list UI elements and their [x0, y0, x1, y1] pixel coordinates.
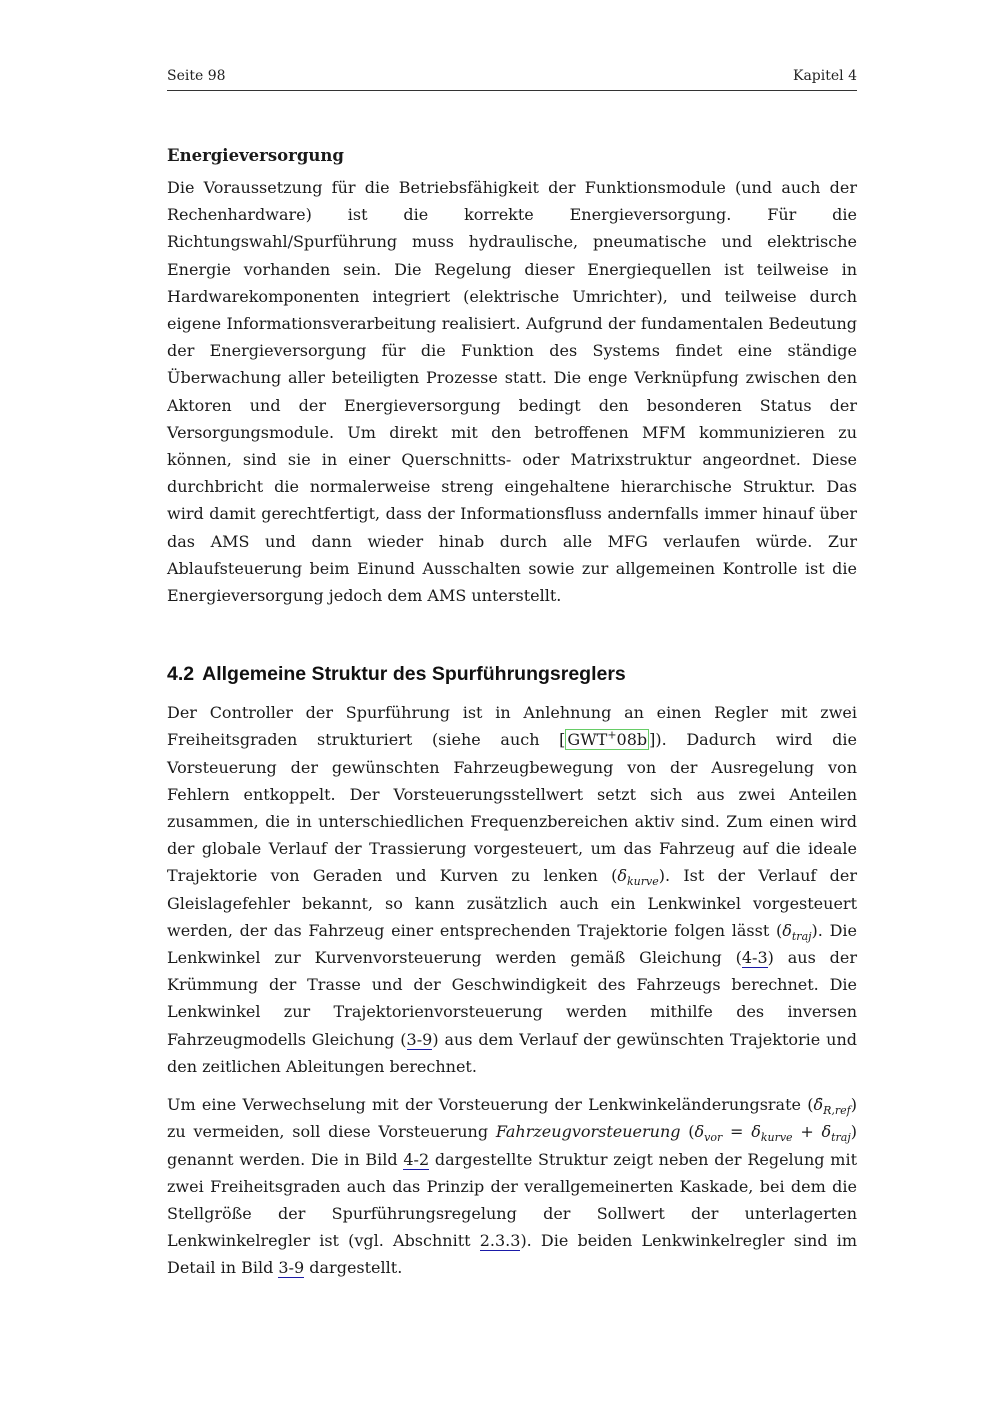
page-content: [167, 142, 857, 1282]
citation-key: GWT: [567, 730, 608, 750]
math-operator: =: [722, 1122, 752, 1142]
text-run: ]). Dadurch wird die Vorsteuerung der gewünschten Fahrzeugbewegung von der Ausregelung von Fehlern entkoppelt. Der Vorsteuerungsstellwert setzt sich aus zwei Anteilen zusammen, die in unterschiedlichen Frequenzbereichen aktiv sind. Zum einen wird der globale Verlauf der Trassierung vorgesteuert, um das Fahrzeug auf die ideale Trajektorie von Geraden und Kurven zu lenken (: [167, 730, 858, 886]
math-subscript: vor: [704, 1131, 723, 1145]
math-delta: δ: [821, 1122, 832, 1142]
figure-link[interactable]: 4-2: [403, 1149, 430, 1169]
figure-link[interactable]: 3-9: [278, 1258, 305, 1278]
math-subscript: kurve: [626, 875, 659, 889]
math-subscript: traj: [831, 1131, 851, 1145]
text-run: (: [680, 1122, 695, 1142]
text-run: ). Die beiden Lenkwinkelregler sind im Detail in Bild: [167, 1231, 858, 1278]
text-run: ) aus der Krümmung der Trasse und der Geschwindigkeit des Fahrzeugs berechnet. Die Lenkwinkel zur Trajektorienvorsteuerung werden mithilfe des inversen Fahrzeugmodells Gleichung (: [167, 948, 857, 1049]
text-run: ). Ist der Verlauf der Gleislagefehler bekannt, so kann zusätzlich auch ein Lenkwinkel vorgesteuert werden, der das Fahrzeug einer entsprechenden Trajektorie folgen lässt (: [167, 866, 857, 940]
math-delta: δ: [694, 1122, 705, 1142]
text-run: ) genannt werden. Die in Bild: [167, 1122, 858, 1169]
section-link[interactable]: 2.3.3: [479, 1231, 521, 1251]
math-subscript: traj: [791, 930, 812, 944]
section-heading: [167, 659, 857, 689]
math-subscript: kurve: [760, 1131, 793, 1145]
citation-year: 08b: [616, 730, 648, 750]
text-run: ). Die Lenkwinkel zur Kurvenvorsteuerung werden gemäß Gleichung (: [167, 920, 858, 968]
math-delta: δ: [617, 866, 627, 886]
equation-link[interactable]: 4-3: [741, 948, 768, 968]
section-title: Allgemeine Struktur des Spurführungsreglers: [202, 663, 626, 686]
citation-sup: +: [607, 729, 617, 743]
math-operator: +: [792, 1122, 822, 1142]
emphasis-term: Fahrzeugvorsteuerung: [495, 1122, 681, 1142]
text-run: Um eine Verwechselung mit der Vorsteuerung der Lenkwinkeländerungsrate (: [167, 1095, 814, 1115]
equation-link[interactable]: 3-9: [406, 1029, 433, 1049]
text-run: dargestellte Struktur zeigt neben der Regelung mit zwei Freiheitsgraden auch das Prinzip der verallgemeinerten Kaskade, bei dem die Stellgröße der Spurführungsregelung der Sollwert der unterlagerten Lenkwinkelregler ist (vgl. Abschnitt: [167, 1149, 857, 1251]
text-run: ) aus dem Verlauf der gewünschten Trajektorie und den zeitlichen Ableitungen berechnet.: [167, 1029, 857, 1076]
section-paragraph-2: [167, 1091, 857, 1281]
math-delta: δ: [782, 920, 792, 940]
math-subscript: R,ref: [823, 1104, 851, 1118]
energy-paragraph: Die Voraussetzung für die Betriebsfähigkeit der Funktionsmodule (und auch der Rechenhardware) ist die korrekte Energieversorgung. Für die Richtungswahl/Spurführung muss hydraulische, pneumatische und elektrische Energie vorhanden sein. Die Regelung dieser Energiequellen ist teilweise in Hardwarekomponenten integriert (elektrische Umrichter), und teilweise durch eigene Informationsverarbeitung realisiert. Aufgrund der fundamentalen Bedeutung der Energieversorgung für die Funktion des Systems findet eine ständige Überwachung aller beteiligten Prozesse statt. Die enge Verknüpfung zwischen den Aktoren und der Energieversorgung bedingt den besonderen Status der Versorgungsmodule. Um direkt mit den betroffenen MFM kommunizieren zu können, sind sie in einer Querschnitts- oder Matrixstruktur angeordnet. Diese durchbricht die normalerweise streng eingehaltene hierarchische Struktur. Das wird damit gerechtfertigt, dass der Informationsfluss andernfalls immer hinauf über das AMS und dann wieder hinab durch alle MFG verlaufen würde. Zur Ablaufsteuerung beim Einund Ausschalten sowie zur allgemeinen Kontrolle ist die Energieversorgung jedoch dem AMS unterstellt.: [167, 178, 857, 606]
math-delta-dot: δ̇: [813, 1095, 824, 1115]
math-delta: δ: [751, 1122, 761, 1142]
text-run: ) zu vermeiden, soll diese Vorsteuerung: [167, 1095, 857, 1142]
section-paragraph-1: [167, 699, 857, 1080]
page-header: [167, 68, 857, 91]
section-number: 4.2: [167, 663, 195, 686]
paragraph-title: Energieversorgung: [167, 146, 344, 165]
citation-link[interactable]: [565, 729, 649, 750]
text-run: Der Controller der Spurführung ist in Anlehnung an einen Regler mit zwei Freiheitsgraden strukturiert (siehe auch [: [167, 703, 857, 750]
page-number: Seite 98: [167, 68, 226, 84]
text-run: dargestellt.: [304, 1258, 403, 1278]
chapter-label: Kapitel 4: [793, 68, 857, 84]
